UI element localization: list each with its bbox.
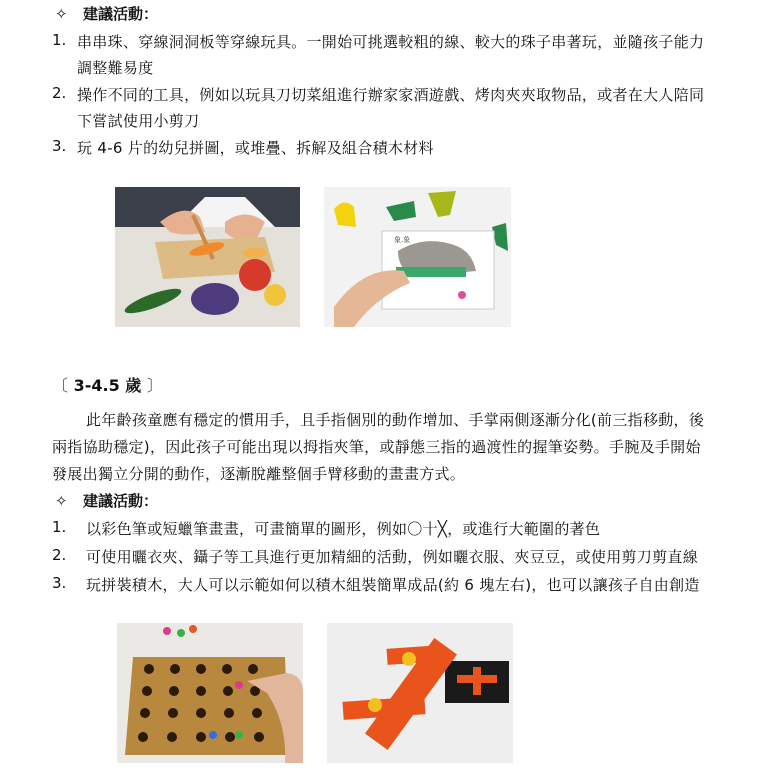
- list-item-text: 可使用曬衣夾、鑷子等工具進行更加精細的活動，例如曬衣服、夾豆豆，或使用剪刀剪直線: [86, 548, 699, 566]
- list-item-text: 調整難易度: [77, 59, 154, 77]
- list-item-number: 3.: [52, 137, 67, 155]
- list-item-number: 2.: [52, 546, 67, 564]
- photo-pegboard: [117, 623, 303, 763]
- list-item-number: 2.: [52, 84, 67, 102]
- paragraph-line: 兩指協助穩定)，因此孩子可能出現以拇指夾筆，或靜態三指的過渡性的握筆姿勢。手腕及手開始: [52, 438, 701, 456]
- photo-puzzle: [324, 187, 511, 327]
- list-item-text: 下嘗試使用小剪刀: [77, 112, 200, 130]
- list-item-number: 3.: [52, 574, 67, 592]
- list-item-text: 串串珠、穿線洞洞板等穿線玩具。一開始可挑選較粗的線、較大的珠子串著玩，並隨孩子能力: [77, 33, 705, 51]
- age-heading: 〔 3-4.5 歲 〕: [52, 376, 163, 395]
- list-item-text: 玩 4-6 片的幼兒拼圖，或堆疊、拆解及組合積木材料: [77, 139, 434, 157]
- list-item-text: 操作不同的工具，例如以玩具刀切菜組進行辦家家酒遊戲、烤肉夾夾取物品，或者在大人陪同: [77, 86, 705, 104]
- list-item-number: 1.: [52, 31, 67, 49]
- list-item-text: 玩拼裝積木，大人可以示範如何以積木組裝簡單成品(約 6 塊左右)，也可以讓孩子自由創造: [86, 576, 700, 594]
- list-item-number: 1.: [52, 518, 67, 536]
- diamond-bullet-icon: ✧: [55, 492, 68, 510]
- photo-cutting-vegetables: [115, 187, 300, 327]
- section1-heading: ✧ 建議活動：: [55, 5, 159, 23]
- paragraph-line: 此年齡孩童應有穩定的慣用手，且手指個別的動作增加、手掌兩側逐漸分化(前三指移動，後: [86, 411, 705, 429]
- diamond-bullet-icon: ✧: [55, 5, 68, 23]
- list-item-text: 以彩色筆或短蠟筆畫畫，可畫簡單的圖形，例如〇十╳，或進行大範圍的著色: [86, 520, 601, 538]
- paragraph-line: 發展出獨立分開的動作，逐漸脫離整個手臂移動的畫畫方式。: [52, 465, 466, 483]
- puzzle-label: 象.象: [394, 236, 411, 244]
- section2-heading: ✧ 建議活動：: [55, 492, 159, 510]
- photo-building-blocks: [327, 623, 513, 763]
